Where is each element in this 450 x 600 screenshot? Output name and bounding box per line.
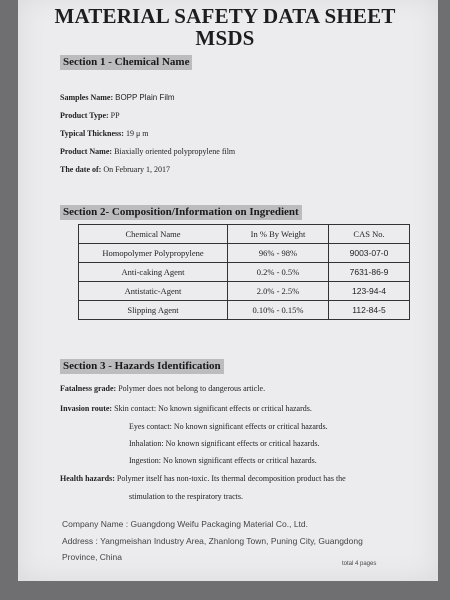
table-cell: 123-94-4 (329, 282, 410, 301)
page-count: total 4 pages (342, 561, 377, 567)
table-cell: Antistatic-Agent (79, 282, 228, 301)
health-hazards (60, 474, 346, 483)
invasion-inhalation: Inhalation: No known significant effects or critical hazards. (129, 439, 320, 448)
section1-heading: Section 1 - Chemical Name (60, 55, 192, 70)
field-value: Biaxially oriented polypropylene film (114, 147, 236, 156)
invasion-route (60, 404, 312, 413)
field-label: Typical Thickness: (60, 129, 124, 138)
field-label: Fatalness grade: (60, 384, 117, 393)
invasion-ingestion: Ingestion: No known significant effects or critical hazards. (129, 456, 317, 465)
table-cell: Anti-caking Agent (79, 263, 228, 282)
company-address-cont: Province, China (62, 552, 123, 562)
field-label: Product Type: (60, 111, 109, 120)
table-cell: 9003-07-0 (329, 244, 410, 263)
field-label: Samples Name: (60, 93, 114, 102)
field-value: PP (110, 111, 120, 120)
field-date (60, 165, 170, 174)
field-label: Invasion route: (60, 404, 113, 413)
table-row (79, 301, 410, 320)
field-value: On February 1, 2017 (103, 165, 170, 174)
field-samples-name (60, 93, 175, 102)
field-label: Health hazards: (60, 474, 115, 483)
table-row (79, 282, 410, 301)
table-cell: Slipping Agent (79, 301, 228, 320)
field-label: The date of: (60, 165, 102, 174)
field-product-type (60, 111, 120, 120)
company-name: Company Name : Guangdong Weifu Packaging Material Co., Ltd. (62, 519, 309, 529)
composition-table (78, 224, 410, 320)
table-cell: Homopolymer Polypropylene (79, 244, 228, 263)
company-address: Address : Yangmeishan Industry Area, Zhanlong Town, Puning City, Guangdong (62, 536, 363, 546)
field-product-name (60, 147, 235, 156)
fatalness-grade (60, 384, 265, 393)
field-value: 19 μ m (125, 129, 149, 138)
section3-heading: Section 3 - Hazards Identification (60, 359, 224, 374)
field-value: Skin contact: No known significant effects or critical hazards. (114, 404, 312, 413)
table-row (79, 244, 410, 263)
field-value: Polymer does not belong to dangerous article. (118, 384, 266, 393)
column-header: Chemical Name (79, 225, 228, 244)
section2-heading: Section 2- Composition/Information on Ingredient (60, 205, 302, 220)
field-value: Polymer itself has non-toxic. Its thermal decomposition product has the (116, 474, 346, 483)
table-header-row (79, 225, 410, 244)
table-cell: 0.2% - 0.5% (228, 263, 329, 282)
document-title: MATERIAL SAFETY DATA SHEET (54, 4, 396, 28)
column-header: In % By Weight (228, 225, 329, 244)
field-label: Product Name: (60, 147, 113, 156)
table-cell: 7631-86-9 (329, 263, 410, 282)
health-hazards-cont: stimulation to the respiratory tracts. (129, 492, 243, 501)
field-typical-thickness (60, 129, 148, 138)
table-cell: 2.0% - 2.5% (228, 282, 329, 301)
table-cell: 112-84-5 (329, 301, 410, 320)
table-cell: 96% - 98% (228, 244, 329, 263)
field-value: BOPP Plain Film (115, 93, 175, 102)
table-row (79, 263, 410, 282)
document-subtitle: MSDS (195, 26, 255, 50)
column-header: CAS No. (329, 225, 410, 244)
invasion-eyes: Eyes contact: No known significant effects or critical hazards. (129, 422, 328, 431)
table-cell: 0.10% - 0.15% (228, 301, 329, 320)
